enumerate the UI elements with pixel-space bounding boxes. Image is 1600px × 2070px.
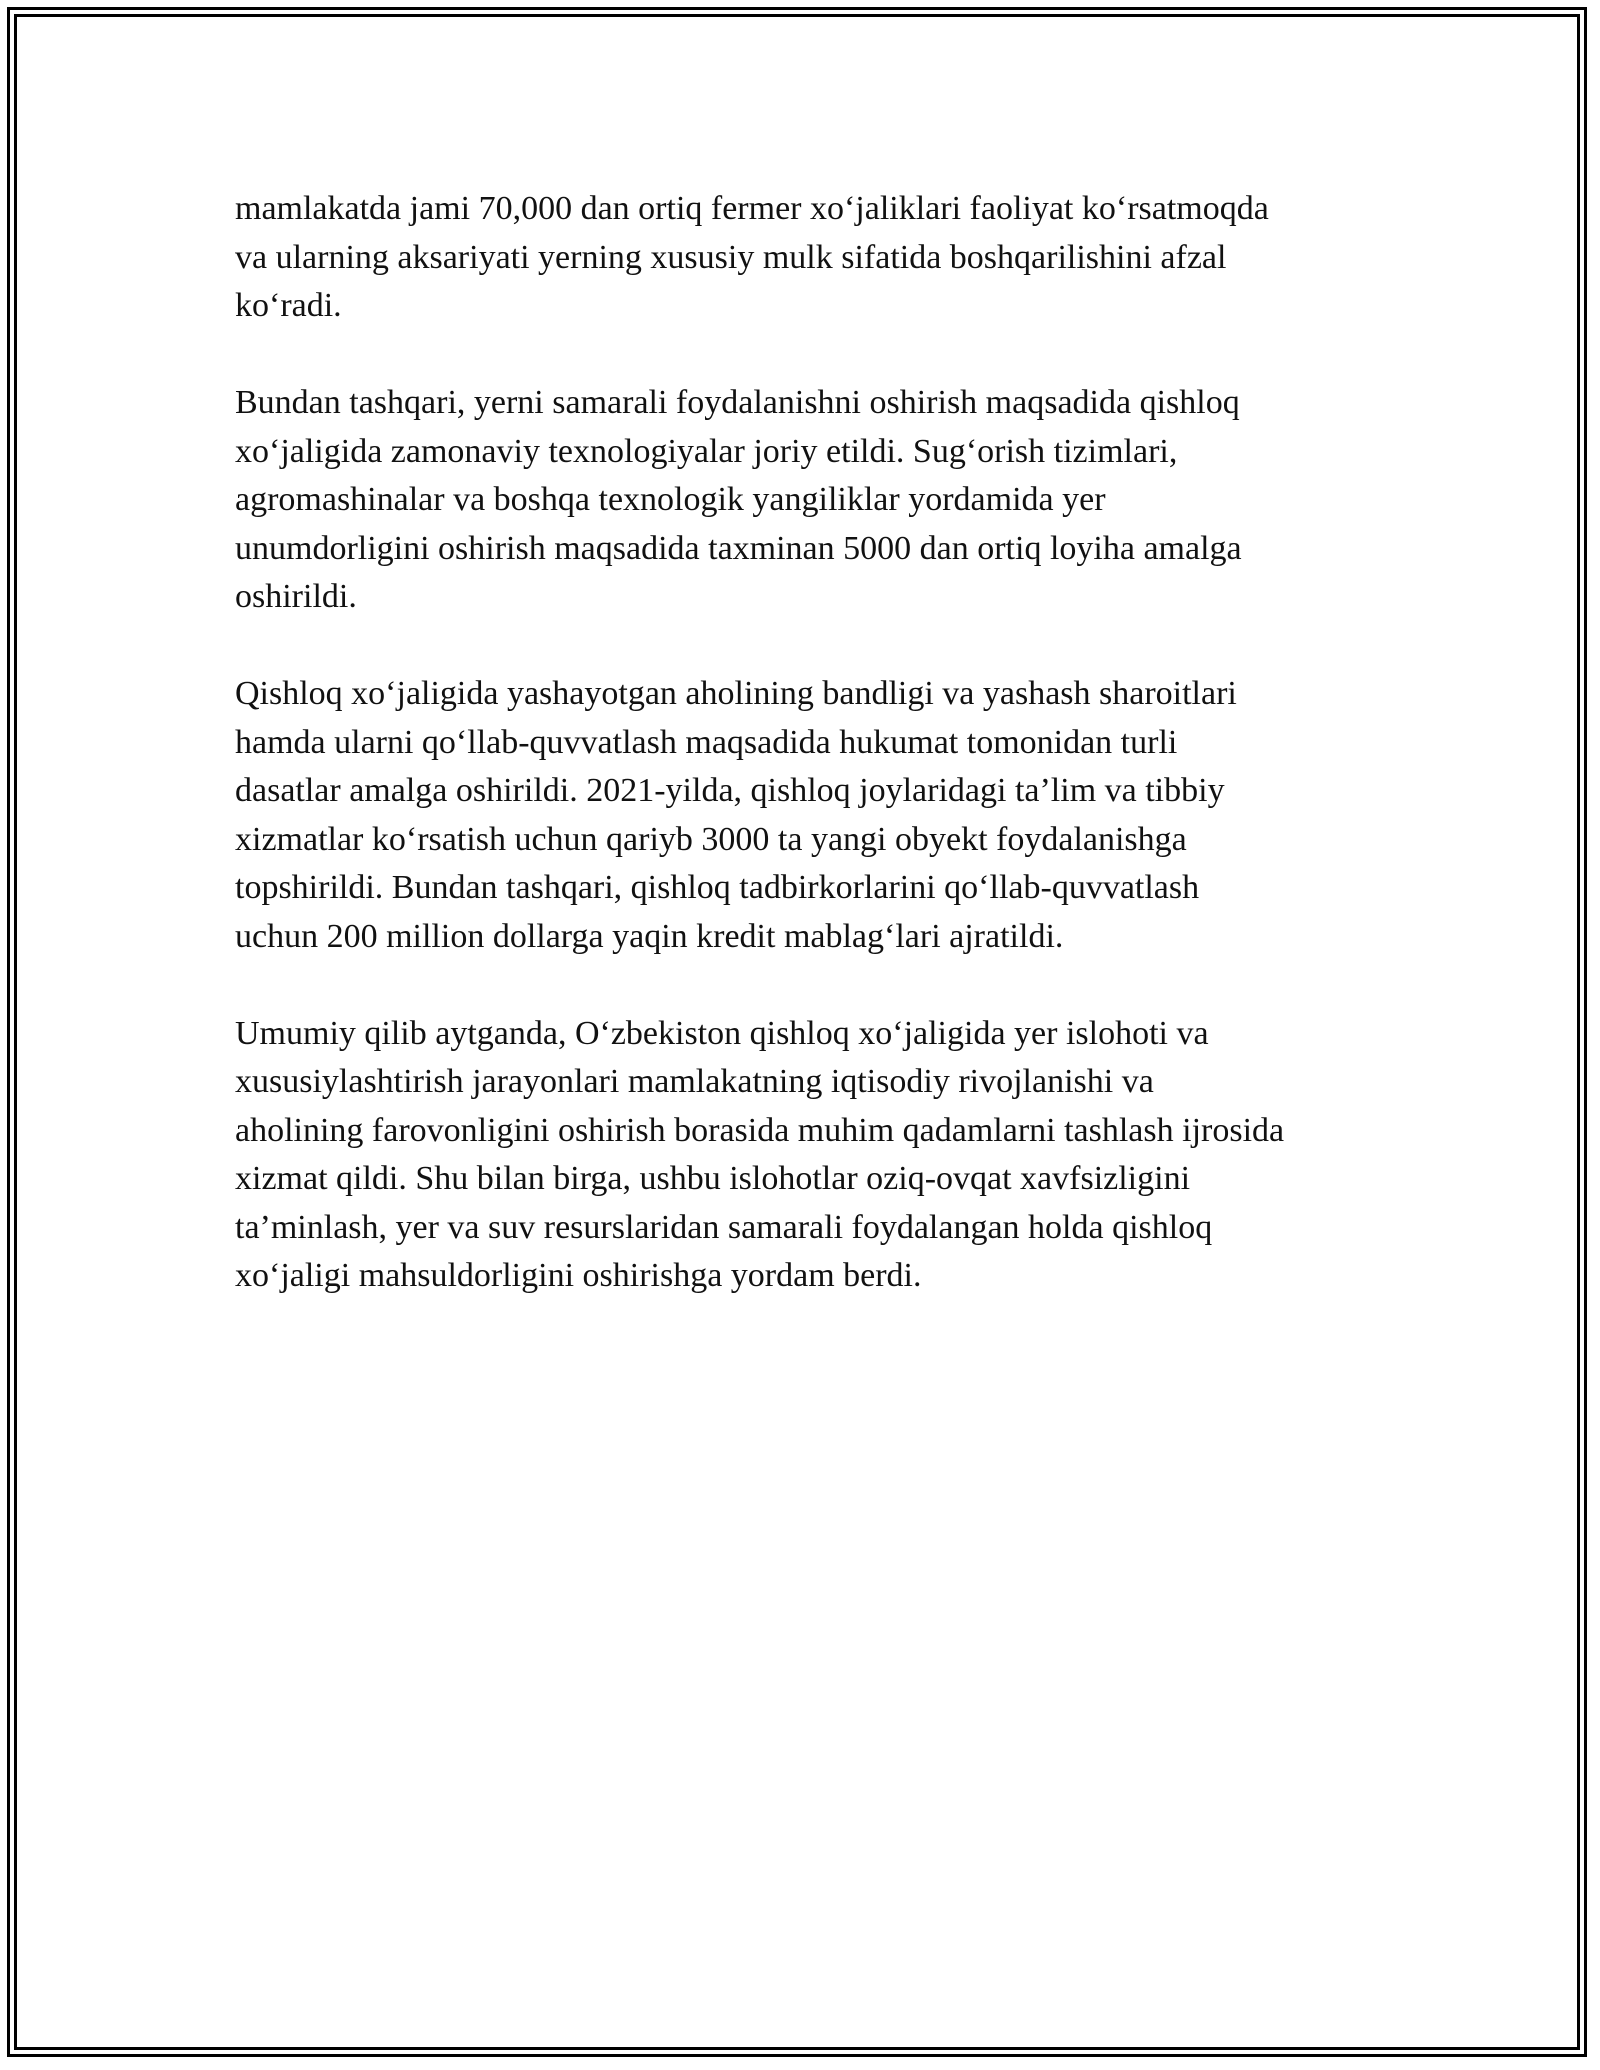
document-body <box>235 185 1395 1349</box>
paragraph-2: Bundan tashqari, yerni samarali foydalanishni oshirish maqsadida qishloq xo‘jaligida zamonaviy texnologiyalar joriy etildi. Sug‘orish tizimlari, agromashinalar va boshqa texnologik yangiliklar yordamida yer unumdorligini oshirish maqsadida taxminan 5000 dan ortiq loyiha amalga oshirildi. <box>235 384 1242 615</box>
paragraph-4: Umumiy qilib aytganda, O‘zbekiston qishloq xo‘jaligida yer islohoti va xususiylashtirish jarayonlari mamlakatning iqtisodiy rivojlanishi va aholining farovonligini oshirish borasida muhim qadamlarni tashlash ijrosida xizmat qildi. Shu bilan birga, ushbu islohotlar oziq-ovqat xavfsizligini ta’minlash, yer va suv resurslaridan samarali foydalangan holda qishloq xo‘jaligi mahsuldorligini oshirishga yordam berdi. <box>235 1014 1285 1294</box>
paragraph-3: Qishloq xo‘jaligida yashayotgan aholining bandligi va yashash sharoitlari hamda ularni qo‘llab-quvvatlash maqsadida hukumat tomonidan turli dasatlar amalga oshirildi. 2021-yilda, qishloq joylaridagi ta’lim va tibbiy xizmatlar ko‘rsatish uchun qariyb 3000 ta yangi obyekt foydalanishga topshirildi. Bundan tashqari, qishloq tadbirkorlarini qo‘llab-quvvatlash uchun 200 million dollarga yaqin kredit mablag‘lari ajratildi. <box>235 675 1237 955</box>
paragraph-1: mamlakatda jami 70,000 dan ortiq fermer xo‘jaliklari faoliyat ko‘rsatmoqda va ularning aksariyati yerning xususiy mulk sifatida boshqarilishini afzal ko‘radi. <box>235 190 1269 324</box>
